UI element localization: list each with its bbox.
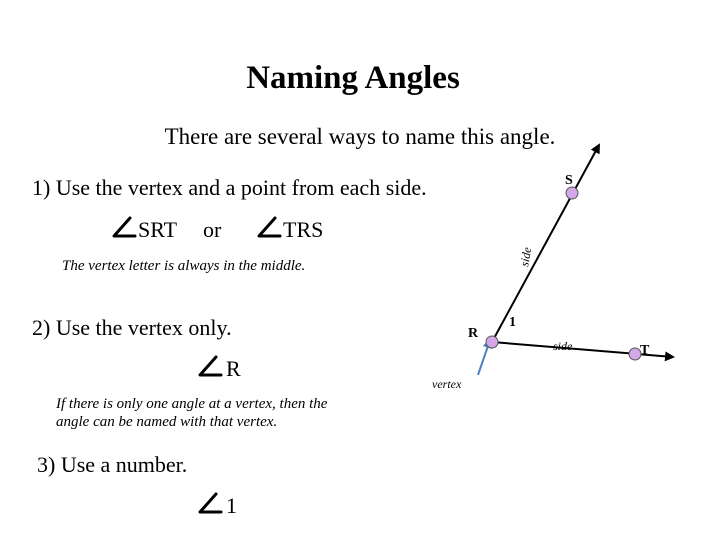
point-s-label: S xyxy=(565,173,573,188)
vertex-middle-note: The vertex letter is always in the middle. xyxy=(62,258,306,274)
page-title: Naming Angles xyxy=(246,60,460,96)
side-label-lower: side xyxy=(553,339,573,353)
method-1-heading: 1) Use the vertex and a point from each side. xyxy=(32,175,427,200)
ray-rs xyxy=(492,145,599,342)
angle-symbol-icon xyxy=(259,218,280,236)
vertex-label: vertex xyxy=(432,377,462,391)
angle-name-1: 1 xyxy=(226,493,237,518)
side-label-upper: side xyxy=(517,246,535,268)
method-2-heading: 2) Use the vertex only. xyxy=(32,315,232,340)
point-r-marker xyxy=(486,336,498,348)
angle-symbol-icon xyxy=(200,494,221,512)
single-angle-note-line-1: If there is only one angle at a vertex, then the xyxy=(56,396,328,412)
or-text: or xyxy=(203,217,222,242)
point-r-label: R xyxy=(468,326,479,341)
angle-name-srt: SRT xyxy=(138,217,178,242)
angle-number-label: 1 xyxy=(509,315,516,330)
point-s-marker xyxy=(566,187,578,199)
page-subtitle: There are several ways to name this angle. xyxy=(164,124,556,149)
angle-name-r: R xyxy=(226,356,241,381)
angle-symbol-icon xyxy=(114,218,135,236)
single-angle-note-line-2: angle can be named with that vertex. xyxy=(56,414,278,430)
angle-symbol-icon xyxy=(200,357,221,375)
point-t-label: T xyxy=(640,343,650,358)
angle-name-trs: TRS xyxy=(283,217,324,242)
method-3-heading: 3) Use a number. xyxy=(37,452,188,477)
